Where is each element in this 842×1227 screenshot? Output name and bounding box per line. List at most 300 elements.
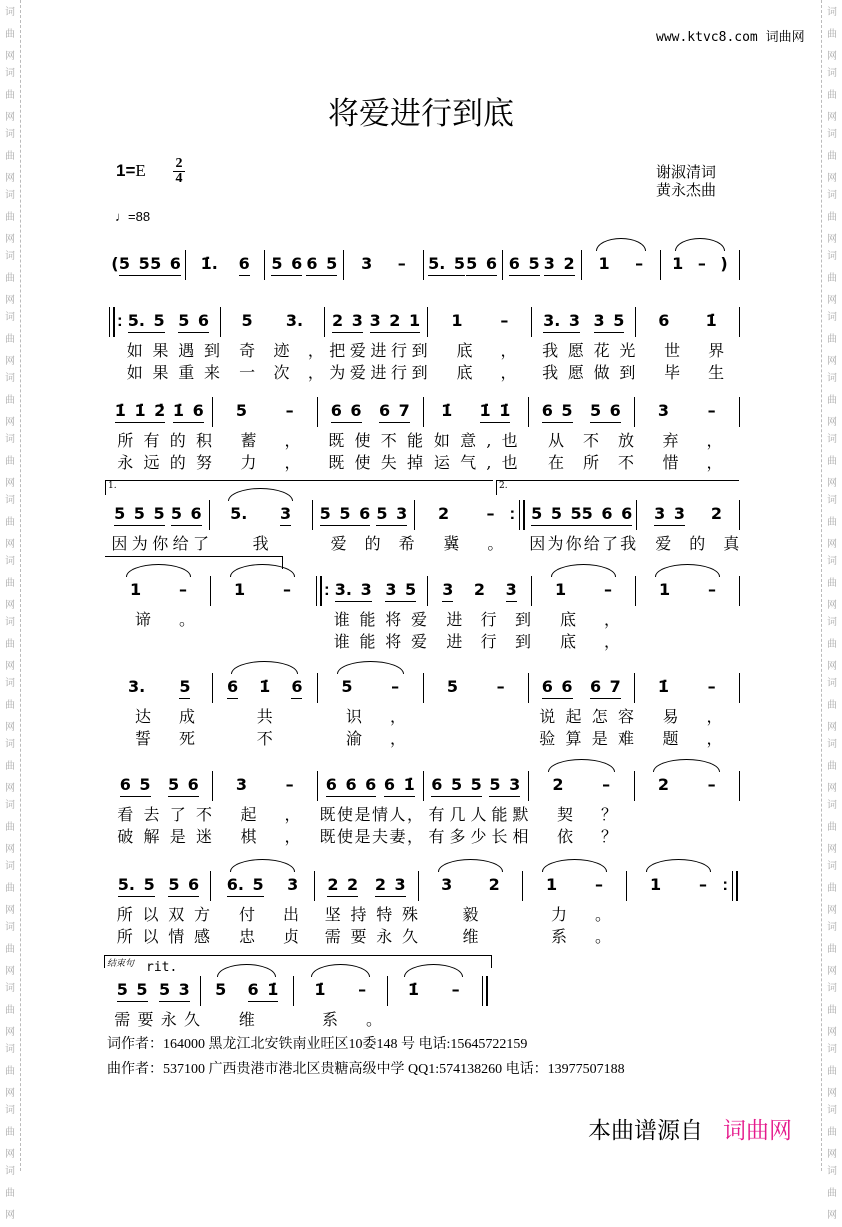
watermark-char: 词 bbox=[5, 800, 15, 811]
watermark-char: 词 bbox=[827, 1044, 837, 1055]
watermark-char: 词 bbox=[5, 373, 15, 384]
watermark-char: 曲 bbox=[5, 944, 15, 955]
watermark-text bbox=[822, 795, 842, 861]
note-group: 5 6 bbox=[168, 876, 199, 897]
lyric-verse-1: 蓄， bbox=[240, 431, 329, 450]
lyric-verse-2: 为爱进行到 bbox=[329, 363, 433, 382]
lyric-verse-1: 有几人能默 bbox=[428, 805, 534, 824]
watermark-text bbox=[0, 307, 20, 373]
watermark-char: 曲 bbox=[827, 273, 837, 284]
measure bbox=[325, 307, 433, 382]
measure bbox=[107, 771, 223, 846]
note-group: 5 bbox=[446, 677, 458, 696]
note-group: 6 5 bbox=[509, 255, 540, 276]
watermark-char: 网 bbox=[827, 1149, 837, 1160]
watermark-char: 词 bbox=[827, 129, 837, 140]
watermark-char: 网 bbox=[827, 478, 837, 489]
watermark-char: 曲 bbox=[5, 90, 15, 101]
lyric-verse-1: 冀。 bbox=[443, 534, 532, 553]
measure bbox=[637, 500, 758, 553]
note-group: 3. 3 bbox=[543, 312, 580, 333]
measure bbox=[211, 871, 328, 946]
watermark-char: 曲 bbox=[827, 761, 837, 772]
measure bbox=[424, 673, 529, 703]
note-group: 2 bbox=[473, 580, 486, 599]
watermark-char: 网 bbox=[827, 51, 837, 62]
note-group: 6 1̇ bbox=[384, 776, 415, 797]
lyric-verse-2: 所以情感 bbox=[116, 927, 220, 946]
watermark-char: 曲 bbox=[827, 639, 837, 650]
watermark-text bbox=[822, 917, 842, 983]
lyric-verse-1: 把爱进行到 bbox=[329, 341, 433, 360]
dash-extension: – bbox=[283, 580, 292, 599]
watermark-char: 网 bbox=[5, 295, 15, 306]
note-group: 5 bbox=[215, 980, 227, 999]
watermark-char: 网 bbox=[827, 417, 837, 428]
dash-extension: – bbox=[179, 580, 188, 599]
note-group: 3 bbox=[287, 875, 299, 894]
note-group: 5 6 6 bbox=[582, 505, 633, 526]
watermark-char: 曲 bbox=[827, 883, 837, 894]
watermark-char: 词 bbox=[827, 251, 837, 262]
measure bbox=[661, 250, 739, 280]
watermark-text bbox=[0, 795, 20, 861]
watermark-char: 网 bbox=[5, 51, 15, 62]
measure bbox=[318, 771, 425, 846]
watermark-text bbox=[822, 856, 842, 922]
note-group: 5 6 bbox=[466, 255, 497, 276]
key-signature bbox=[116, 161, 146, 181]
note-group: 5. 5 bbox=[118, 876, 155, 897]
measure bbox=[117, 307, 230, 382]
score-row bbox=[107, 250, 740, 280]
lyric-verse-1: 奇迹， bbox=[239, 341, 343, 360]
note-group: 3 bbox=[442, 581, 453, 602]
measure bbox=[186, 250, 264, 280]
lyric-verse-2: 永远的努 bbox=[117, 453, 223, 472]
watermark-char: 词 bbox=[827, 312, 837, 323]
note-group: 2 3 bbox=[375, 876, 406, 897]
watermark-char: 网 bbox=[5, 478, 15, 489]
watermark-char: 网 bbox=[827, 600, 837, 611]
watermark-text bbox=[0, 246, 20, 312]
watermark-char: 词 bbox=[5, 1105, 15, 1116]
lyric-verse-1: 坚持特殊 bbox=[324, 905, 428, 924]
note-group: 5 5 6 bbox=[320, 505, 371, 526]
lyric-verse-2: 有多少长相 bbox=[428, 827, 534, 846]
note-group: 1̇ bbox=[407, 980, 419, 999]
lyric-verse-1: 如果遇到 bbox=[126, 341, 230, 360]
measure bbox=[428, 576, 550, 651]
watermark-char: 网 bbox=[827, 722, 837, 733]
watermark-char: 网 bbox=[827, 539, 837, 550]
note-group: 1 bbox=[451, 311, 463, 330]
note-group: 1̇. bbox=[200, 254, 218, 273]
slur-arc bbox=[675, 238, 725, 251]
slur-arc bbox=[230, 859, 296, 872]
site-url[interactable]: www.ktvc8.com bbox=[656, 30, 758, 45]
lyric-verse-1: 世界 bbox=[664, 341, 753, 360]
score-row bbox=[107, 307, 753, 382]
note-group: 6 6 bbox=[331, 402, 362, 423]
measure bbox=[428, 307, 545, 382]
watermark-char: 词 bbox=[827, 1166, 837, 1177]
note-group: 6 1̇ bbox=[248, 981, 279, 1002]
barline-single bbox=[739, 250, 740, 280]
note-group: 5 6 bbox=[271, 255, 302, 276]
watermark-text bbox=[0, 856, 20, 922]
lyric-verse-2: 既使是夫妻， bbox=[319, 827, 425, 846]
watermark-char: 网 bbox=[827, 295, 837, 306]
lyric-verse-1: 爱的希 bbox=[330, 534, 433, 553]
watermark-char: 网 bbox=[5, 722, 15, 733]
lyric-verse-2: 依？ bbox=[557, 827, 646, 846]
watermark-char: 词 bbox=[5, 861, 15, 872]
slur-arc bbox=[337, 661, 404, 674]
barline-single bbox=[739, 397, 740, 427]
volta-second-label: 2. bbox=[499, 481, 508, 491]
dash-extension: – bbox=[707, 775, 716, 794]
note-group: 3 bbox=[280, 505, 291, 526]
ending-label: 结束句 bbox=[107, 959, 135, 969]
note-group: 3 3 bbox=[654, 505, 685, 526]
watermark-char: 网 bbox=[827, 234, 837, 245]
lyric-verse-1: 底， bbox=[456, 341, 545, 360]
dash-extension: – bbox=[486, 504, 495, 523]
volta-first-end bbox=[105, 556, 283, 569]
measure bbox=[503, 250, 581, 280]
watermark-char: 词 bbox=[5, 739, 15, 750]
note-group: 6 5 bbox=[306, 255, 337, 276]
watermark-text bbox=[822, 368, 842, 434]
tempo-marking: ♩=88 bbox=[115, 209, 151, 224]
barline-repeat-start bbox=[109, 307, 115, 337]
barline-single bbox=[739, 307, 740, 337]
measure bbox=[201, 976, 294, 1029]
note-group: 3. 3 bbox=[335, 581, 372, 602]
lyric-verse-1: 力。 bbox=[551, 905, 640, 924]
dash-extension: – bbox=[708, 580, 717, 599]
watermark-text bbox=[0, 2, 20, 68]
measure bbox=[107, 871, 220, 946]
score-row bbox=[107, 397, 751, 472]
dash-extension: – bbox=[635, 254, 644, 273]
note-group: 1 bbox=[598, 254, 610, 273]
watermark-char: 网 bbox=[5, 966, 15, 977]
lyric-verse-2: 运气,也 bbox=[433, 453, 528, 472]
watermark-char: 曲 bbox=[5, 395, 15, 406]
watermark-text bbox=[822, 1100, 842, 1166]
watermark-text bbox=[822, 490, 842, 556]
watermark-char: 曲 bbox=[5, 761, 15, 772]
score-row bbox=[107, 976, 490, 1029]
source-brand[interactable]: 词曲网 bbox=[723, 1118, 792, 1144]
note-group: 1 bbox=[554, 580, 567, 599]
watermark-char: 曲 bbox=[827, 822, 837, 833]
watermark-char: 曲 bbox=[5, 578, 15, 589]
lyric-verse-2: 棋， bbox=[240, 827, 329, 846]
barline-repeat-end bbox=[519, 500, 525, 530]
watermark-text bbox=[822, 734, 842, 800]
lyric-verse-2: 如果重来 bbox=[126, 363, 230, 382]
dash-extension: – bbox=[697, 254, 706, 273]
watermark-char: 词 bbox=[827, 190, 837, 201]
note-group: 5. 5 bbox=[428, 255, 465, 276]
left-watermark-strip bbox=[0, 0, 21, 1221]
note-group: 3 5 bbox=[385, 581, 416, 602]
slur-arc bbox=[438, 859, 504, 872]
watermark-char: 曲 bbox=[827, 1188, 837, 1199]
watermark-char: 词 bbox=[827, 617, 837, 628]
watermark-text bbox=[0, 734, 20, 800]
note-group: 1 bbox=[545, 875, 558, 894]
dash-extension: – bbox=[707, 401, 716, 420]
lyric-verse-2: 破解是迷 bbox=[117, 827, 223, 846]
watermark-text bbox=[0, 429, 20, 495]
watermark-char: 词 bbox=[827, 7, 837, 18]
watermark-char: 词 bbox=[5, 312, 15, 323]
lyric-verse-1: 因为你给了我 bbox=[529, 534, 639, 553]
note-group: 5 3 bbox=[159, 981, 190, 1002]
watermark-text bbox=[0, 1039, 20, 1105]
source-credit bbox=[588, 1112, 792, 1145]
volta-first bbox=[105, 480, 493, 495]
note-group: 2 3 bbox=[332, 312, 363, 333]
lyric-verse-1: 起， bbox=[240, 805, 329, 824]
watermark-text bbox=[822, 429, 842, 495]
dash-extension: – bbox=[391, 677, 400, 696]
right-watermark-strip bbox=[821, 0, 842, 1221]
lyric-verse-2: 底， bbox=[560, 632, 649, 651]
note-group: 6. 5 bbox=[227, 876, 264, 897]
watermark-char: 词 bbox=[827, 861, 837, 872]
watermark-char: 词 bbox=[5, 617, 15, 628]
lyric-verse-1: 进行到 bbox=[446, 610, 550, 629]
measure bbox=[424, 250, 502, 280]
watermark-char: 网 bbox=[5, 1088, 15, 1099]
watermark-char: 网 bbox=[5, 1149, 15, 1160]
barline-single bbox=[739, 673, 740, 703]
watermark-text bbox=[0, 368, 20, 434]
dash-extension: – bbox=[595, 875, 604, 894]
lyricist: 谢淑清词 bbox=[656, 163, 717, 181]
measure bbox=[318, 397, 434, 472]
lyric-verse-1: 谛。 bbox=[135, 610, 224, 629]
measure bbox=[415, 500, 532, 553]
note-group: 3 bbox=[657, 401, 669, 420]
lyric-verse-1: 共 bbox=[256, 707, 301, 726]
measure bbox=[529, 673, 645, 748]
note-group: 2 2 bbox=[327, 876, 358, 897]
watermark-char: 词 bbox=[827, 1105, 837, 1116]
note-group: 6 6 bbox=[542, 678, 573, 699]
watermark-char: 词 bbox=[5, 129, 15, 140]
slur-arc bbox=[646, 859, 712, 872]
watermark-char: 网 bbox=[827, 966, 837, 977]
watermark-char: 曲 bbox=[5, 456, 15, 467]
lyric-verse-2: 进行到 bbox=[446, 632, 550, 651]
note-group: 5 6 bbox=[590, 402, 621, 423]
watermark-text bbox=[822, 124, 842, 190]
lyric-verse-2: 谁能将爱 bbox=[333, 632, 437, 651]
note-group: 1 bbox=[658, 580, 671, 599]
score-row bbox=[107, 500, 758, 553]
watermark-char: 网 bbox=[827, 1027, 837, 1038]
lyric-verse-1: 维 bbox=[238, 1010, 283, 1029]
watermark-char: 曲 bbox=[5, 273, 15, 284]
rit-marking: rit. bbox=[146, 960, 178, 975]
measure bbox=[221, 307, 343, 382]
lyric-verse-1: 付出 bbox=[239, 905, 328, 924]
lyric-verse-1: 系。 bbox=[322, 1010, 411, 1029]
note-group: 2 bbox=[438, 504, 450, 523]
note-group: 6 5 bbox=[542, 402, 573, 423]
measure bbox=[265, 250, 343, 280]
measure bbox=[388, 976, 481, 1006]
measure bbox=[627, 871, 730, 901]
watermark-char: 词 bbox=[5, 983, 15, 994]
watermark-text bbox=[822, 307, 842, 373]
watermark-char: 网 bbox=[5, 661, 15, 672]
slur-arc bbox=[551, 564, 617, 577]
watermark-char: 曲 bbox=[827, 151, 837, 162]
measure bbox=[107, 576, 224, 629]
dash-extension: – bbox=[604, 580, 613, 599]
measure bbox=[523, 871, 640, 946]
watermark-char: 曲 bbox=[827, 944, 837, 955]
watermark-char: 网 bbox=[5, 417, 15, 428]
watermark-char: 曲 bbox=[5, 639, 15, 650]
watermark-char: 网 bbox=[5, 1210, 15, 1221]
lyric-verse-2: 惜， bbox=[662, 453, 751, 472]
watermark-char: 网 bbox=[827, 1088, 837, 1099]
lyric-verse-1: 毅 bbox=[462, 905, 507, 924]
watermark-text bbox=[0, 917, 20, 983]
watermark-char: 词 bbox=[827, 556, 837, 567]
slur-arc bbox=[231, 661, 298, 674]
watermark-char: 曲 bbox=[5, 29, 15, 40]
watermark-text bbox=[822, 612, 842, 678]
note-group: 1̇ bbox=[259, 677, 271, 696]
lyric-verse-1: 从不放 bbox=[548, 431, 654, 450]
watermark-char: 词 bbox=[827, 983, 837, 994]
site-name: 词曲网 bbox=[765, 30, 805, 45]
watermark-char: 词 bbox=[5, 190, 15, 201]
note-group: 2 bbox=[657, 775, 669, 794]
lyric-verse-1: 所有的积 bbox=[117, 431, 223, 450]
lyric-verse-2: 在所不 bbox=[548, 453, 654, 472]
watermark-text bbox=[0, 673, 20, 739]
watermark-char: 词 bbox=[827, 739, 837, 750]
note-group: 2 bbox=[488, 875, 500, 894]
watermark-text bbox=[822, 551, 842, 617]
note-group: 6 5 bbox=[120, 776, 151, 797]
dash-extension: – bbox=[451, 980, 460, 999]
watermark-char: 曲 bbox=[827, 1066, 837, 1077]
watermark-char: 词 bbox=[827, 922, 837, 933]
note-group: 5 bbox=[341, 677, 353, 696]
barline-final bbox=[482, 976, 488, 1006]
barline-single bbox=[739, 576, 740, 606]
slur-arc bbox=[653, 759, 720, 772]
lyric-verse-1: 我 bbox=[252, 534, 297, 553]
measure bbox=[107, 976, 208, 1029]
barline-repeat-end bbox=[732, 871, 738, 901]
measure bbox=[532, 307, 646, 382]
watermark-char: 词 bbox=[5, 678, 15, 689]
dash-extension: – bbox=[358, 980, 367, 999]
watermark-char: 网 bbox=[5, 234, 15, 245]
watermark-char: 曲 bbox=[5, 517, 15, 528]
measure bbox=[424, 771, 534, 846]
measure bbox=[315, 871, 428, 946]
note-group: 3 bbox=[506, 581, 517, 602]
barline-repeat-start bbox=[316, 576, 322, 606]
watermark-text bbox=[0, 551, 20, 617]
measure bbox=[313, 500, 433, 553]
watermark-text bbox=[0, 185, 20, 251]
watermark-text bbox=[0, 490, 20, 556]
note-group: 5. bbox=[230, 504, 248, 523]
watermark-char: 曲 bbox=[5, 1127, 15, 1138]
watermark-text bbox=[0, 978, 20, 1044]
dash-extension: – bbox=[496, 677, 505, 696]
watermark-text bbox=[822, 1039, 842, 1105]
note-group: 5 bbox=[179, 678, 190, 699]
note-group: ( bbox=[111, 254, 119, 273]
watermark-char: 曲 bbox=[827, 90, 837, 101]
note-group: 6 5 5 bbox=[431, 776, 482, 797]
time-bottom: 4 bbox=[175, 171, 183, 186]
note-group: 3. bbox=[285, 311, 304, 330]
dash-extension: – bbox=[500, 311, 509, 330]
note-group: 1̇ 1̇ bbox=[480, 402, 511, 423]
lyric-verse-2: 系。 bbox=[551, 927, 640, 946]
score-row bbox=[107, 771, 740, 846]
watermark-char: 网 bbox=[827, 783, 837, 794]
note-group: 5 5 bbox=[119, 255, 150, 276]
lyric-verse-1: 如意,也 bbox=[433, 431, 528, 450]
watermark-char: 网 bbox=[5, 539, 15, 550]
note-group: 3 bbox=[441, 875, 453, 894]
measure bbox=[213, 397, 329, 472]
measure bbox=[324, 576, 437, 651]
note-group: 6 6 6 bbox=[326, 776, 377, 797]
watermark-char: 网 bbox=[827, 1210, 837, 1221]
watermark-char: 词 bbox=[5, 556, 15, 567]
watermark-char: 网 bbox=[827, 173, 837, 184]
lyric-verse-2: 忠贞 bbox=[239, 927, 328, 946]
lyric-verse-2: 力， bbox=[240, 453, 329, 472]
note-group: 6 bbox=[227, 678, 238, 699]
watermark-char: 曲 bbox=[827, 578, 837, 589]
note-group: 5 bbox=[235, 401, 247, 420]
note-group: 3. bbox=[128, 677, 146, 696]
watermark-char: 网 bbox=[827, 356, 837, 367]
watermark-char: 词 bbox=[5, 7, 15, 18]
note-group: 1 bbox=[672, 254, 684, 273]
lyric-verse-1: 弃， bbox=[662, 431, 751, 450]
lyric-verse-1: 因为你给了 bbox=[111, 534, 214, 553]
dash-extension: – bbox=[285, 401, 294, 420]
measure bbox=[529, 397, 654, 472]
watermark-char: 词 bbox=[827, 800, 837, 811]
note-group: 1̇ bbox=[314, 980, 326, 999]
measure bbox=[211, 576, 314, 606]
lyric-verse-2: 需要永久 bbox=[324, 927, 428, 946]
watermark-char: 网 bbox=[5, 783, 15, 794]
watermark-char: 曲 bbox=[5, 334, 15, 345]
